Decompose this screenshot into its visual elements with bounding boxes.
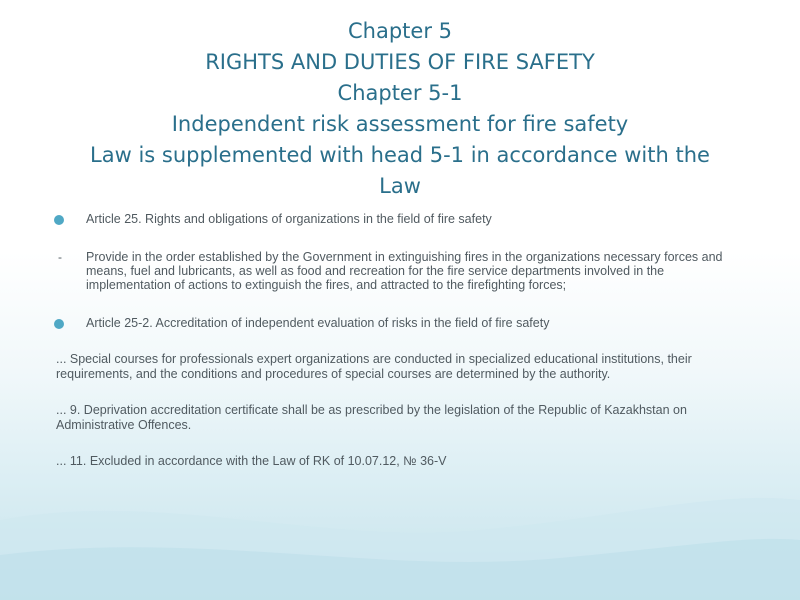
title-line-law: Law xyxy=(379,174,421,198)
bullet-dot-icon xyxy=(54,215,64,225)
paragraph-excluded-law: ... 11. Excluded in accordance with the Law of RK of 10.07.12, № 36-V xyxy=(56,454,447,468)
title-line-rights-duties: RIGHTS AND DUTIES OF FIRE SAFETY xyxy=(205,50,595,74)
bullet-text: Article 25. Rights and obligations of organizations in the field of fire safety xyxy=(86,212,492,226)
title-line-chapter-5: Chapter 5 xyxy=(348,19,452,43)
bullet-text: Article 25-2. Accreditation of independent evaluation of risks in the field of fire safety xyxy=(86,316,550,330)
paragraph-deprivation-accreditation: ... 9. Deprivation accreditation certificate shall be as prescribed by the legislation of the Republic of Kazakhstan on Administrative Offences. xyxy=(56,403,687,432)
paragraph-special-courses: ... Special courses for professionals expert organizations are conducted in specialized educational institutions, their requirements, and the conditions and procedures of special courses are determined by the authority. xyxy=(56,352,692,381)
title-line-chapter-5-1: Chapter 5-1 xyxy=(337,81,463,105)
title-line-law-supplemented: Law is supplemented with head 5-1 in accordance with the xyxy=(90,143,710,167)
bullet-dot-icon xyxy=(54,319,64,329)
background-wave-decoration xyxy=(0,450,800,600)
slide-title xyxy=(40,16,760,202)
title-line-risk-assessment: Independent risk assessment for fire safety xyxy=(171,112,629,136)
dash-marker: - xyxy=(58,250,62,264)
dash-item-text: Provide in the order established by the Government in extinguishing fires in the organizations necessary forces and means, fuel and lubricants, as well as food and recreation for the fire service departments involved in the implementation of actions to extinguish the fires, and attracted to the firefighting forces; xyxy=(86,250,723,292)
